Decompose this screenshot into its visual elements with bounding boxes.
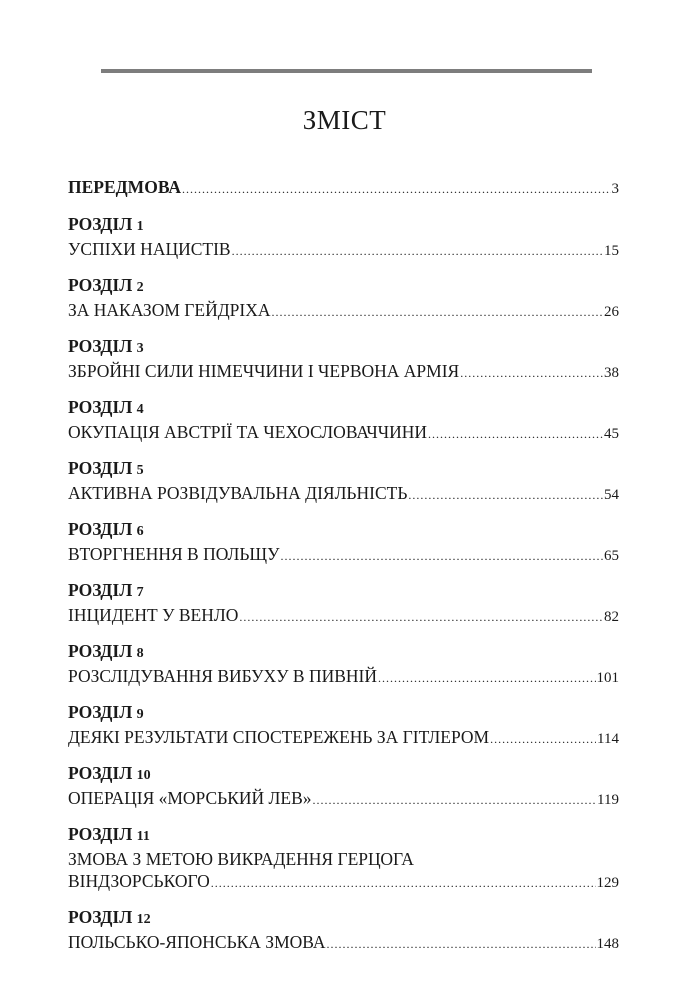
toc-entry-chapter[interactable] <box>68 823 619 894</box>
toc-entry-chapter[interactable] <box>68 396 619 445</box>
chapter-title: РОЗСЛІДУВАННЯ ВИБУХУ В ПИВНІЙ <box>68 666 377 686</box>
chapter-title: ЗА НАКАЗОМ ГЕЙДРІХА <box>68 300 271 320</box>
chapter-heading <box>68 518 619 543</box>
chapter-label: РОЗДІЛ <box>68 702 133 722</box>
chapter-title: ОПЕРАЦІЯ «МОРСЬКИЙ ЛЕВ» <box>68 788 312 808</box>
chapter-number: 3 <box>136 341 144 356</box>
chapter-number: 5 <box>136 463 144 478</box>
page-number: 65 <box>604 548 619 564</box>
dot-leader <box>408 484 603 506</box>
page-number: 3 <box>611 181 619 197</box>
chapter-heading <box>68 335 619 360</box>
chapter-number: 4 <box>136 402 144 417</box>
page-number: 114 <box>597 731 619 747</box>
dot-leader <box>211 872 596 894</box>
header-rule <box>101 69 592 73</box>
toc-entry-chapter[interactable] <box>68 762 619 811</box>
chapter-title: АКТИВНА РОЗВІДУВАЛЬНА ДІЯЛЬНІСТЬ <box>68 483 408 503</box>
page-number: 101 <box>596 670 619 686</box>
toc-entry-chapter[interactable] <box>68 457 619 506</box>
page-number: 119 <box>597 792 619 808</box>
page-number: 45 <box>604 426 619 442</box>
toc-entry-chapter[interactable] <box>68 518 619 567</box>
chapter-title: ВІНДЗОРСЬКОГО <box>68 871 210 891</box>
chapter-title-line: ЗМОВА З МЕТОЮ ВИКРАДЕННЯ ГЕРЦОГА <box>68 849 414 869</box>
toc-entry-chapter[interactable] <box>68 213 619 262</box>
dot-leader <box>280 545 603 567</box>
chapter-heading <box>68 640 619 665</box>
chapter-number: 10 <box>136 768 151 783</box>
chapter-heading <box>68 823 619 848</box>
chapter-label: РОЗДІЛ <box>68 214 133 234</box>
entry-title: ПЕРЕДМОВА <box>68 177 182 197</box>
chapter-title: ДЕЯКІ РЕЗУЛЬТАТИ СПОСТЕРЕЖЕНЬ ЗА ГІТЛЕРОМ <box>68 727 490 747</box>
chapter-number: 8 <box>136 646 144 661</box>
chapter-heading <box>68 274 619 299</box>
page-number: 38 <box>604 365 619 381</box>
page-number: 82 <box>604 609 619 625</box>
dot-leader <box>272 301 604 323</box>
chapter-title: УСПІХИ НАЦИСТІВ <box>68 239 231 259</box>
dot-leader <box>460 362 603 384</box>
dot-leader <box>232 240 603 262</box>
chapter-label: РОЗДІЛ <box>68 458 133 478</box>
chapter-number: 7 <box>136 585 144 600</box>
dot-leader <box>313 789 597 811</box>
chapter-number: 9 <box>136 707 144 722</box>
toc-entry-chapter[interactable] <box>68 335 619 384</box>
page-title: ЗМІСТ <box>302 105 387 135</box>
chapter-label: РОЗДІЛ <box>68 275 133 295</box>
chapter-label: РОЗДІЛ <box>68 824 133 844</box>
page-number: 26 <box>604 304 619 320</box>
chapter-title: ПОЛЬСЬКО-ЯПОНСЬКА ЗМОВА <box>68 932 326 952</box>
dot-leader <box>239 606 603 628</box>
chapter-label: РОЗДІЛ <box>68 336 133 356</box>
chapter-label: РОЗДІЛ <box>68 397 133 417</box>
chapter-title: ЗБРОЙНІ СИЛИ НІМЕЧЧИНИ І ЧЕРВОНА АРМІЯ <box>68 361 460 381</box>
chapter-label: РОЗДІЛ <box>68 907 133 927</box>
toc-entry-preface[interactable] <box>68 176 619 200</box>
chapter-title: ОКУПАЦІЯ АВСТРІЇ ТА ЧЕХОСЛОВАЧЧИНИ <box>68 422 428 442</box>
page-number: 148 <box>596 936 619 952</box>
chapter-heading <box>68 396 619 421</box>
chapter-label: РОЗДІЛ <box>68 580 133 600</box>
dot-leader <box>326 933 595 955</box>
chapter-label: РОЗДІЛ <box>68 641 133 661</box>
toc-entry-chapter[interactable] <box>68 701 619 750</box>
table-of-contents <box>68 176 619 967</box>
dot-leader <box>490 728 596 750</box>
toc-entry-chapter[interactable] <box>68 906 619 955</box>
chapter-heading <box>68 213 619 238</box>
chapter-number: 12 <box>136 912 151 927</box>
toc-entry-chapter[interactable] <box>68 274 619 323</box>
page-number: 15 <box>604 243 619 259</box>
dot-leader <box>378 667 596 689</box>
chapter-heading <box>68 906 619 931</box>
page-number: 129 <box>596 875 619 891</box>
chapter-heading <box>68 579 619 604</box>
chapter-heading <box>68 762 619 787</box>
chapter-title: ВТОРГНЕННЯ В ПОЛЬЩУ <box>68 544 280 564</box>
chapter-heading <box>68 457 619 482</box>
chapter-number: 1 <box>136 219 144 234</box>
chapter-number: 11 <box>136 829 150 844</box>
page-number: 54 <box>604 487 619 503</box>
chapter-title: ІНЦИДЕНТ У ВЕНЛО <box>68 605 239 625</box>
chapter-heading <box>68 701 619 726</box>
chapter-label: РОЗДІЛ <box>68 519 133 539</box>
chapter-label: РОЗДІЛ <box>68 763 133 783</box>
dot-leader <box>428 423 603 445</box>
toc-entry-chapter[interactable] <box>68 640 619 689</box>
chapter-number: 2 <box>136 280 144 295</box>
chapter-number: 6 <box>136 524 144 539</box>
toc-entry-chapter[interactable] <box>68 579 619 628</box>
dot-leader <box>182 178 610 200</box>
